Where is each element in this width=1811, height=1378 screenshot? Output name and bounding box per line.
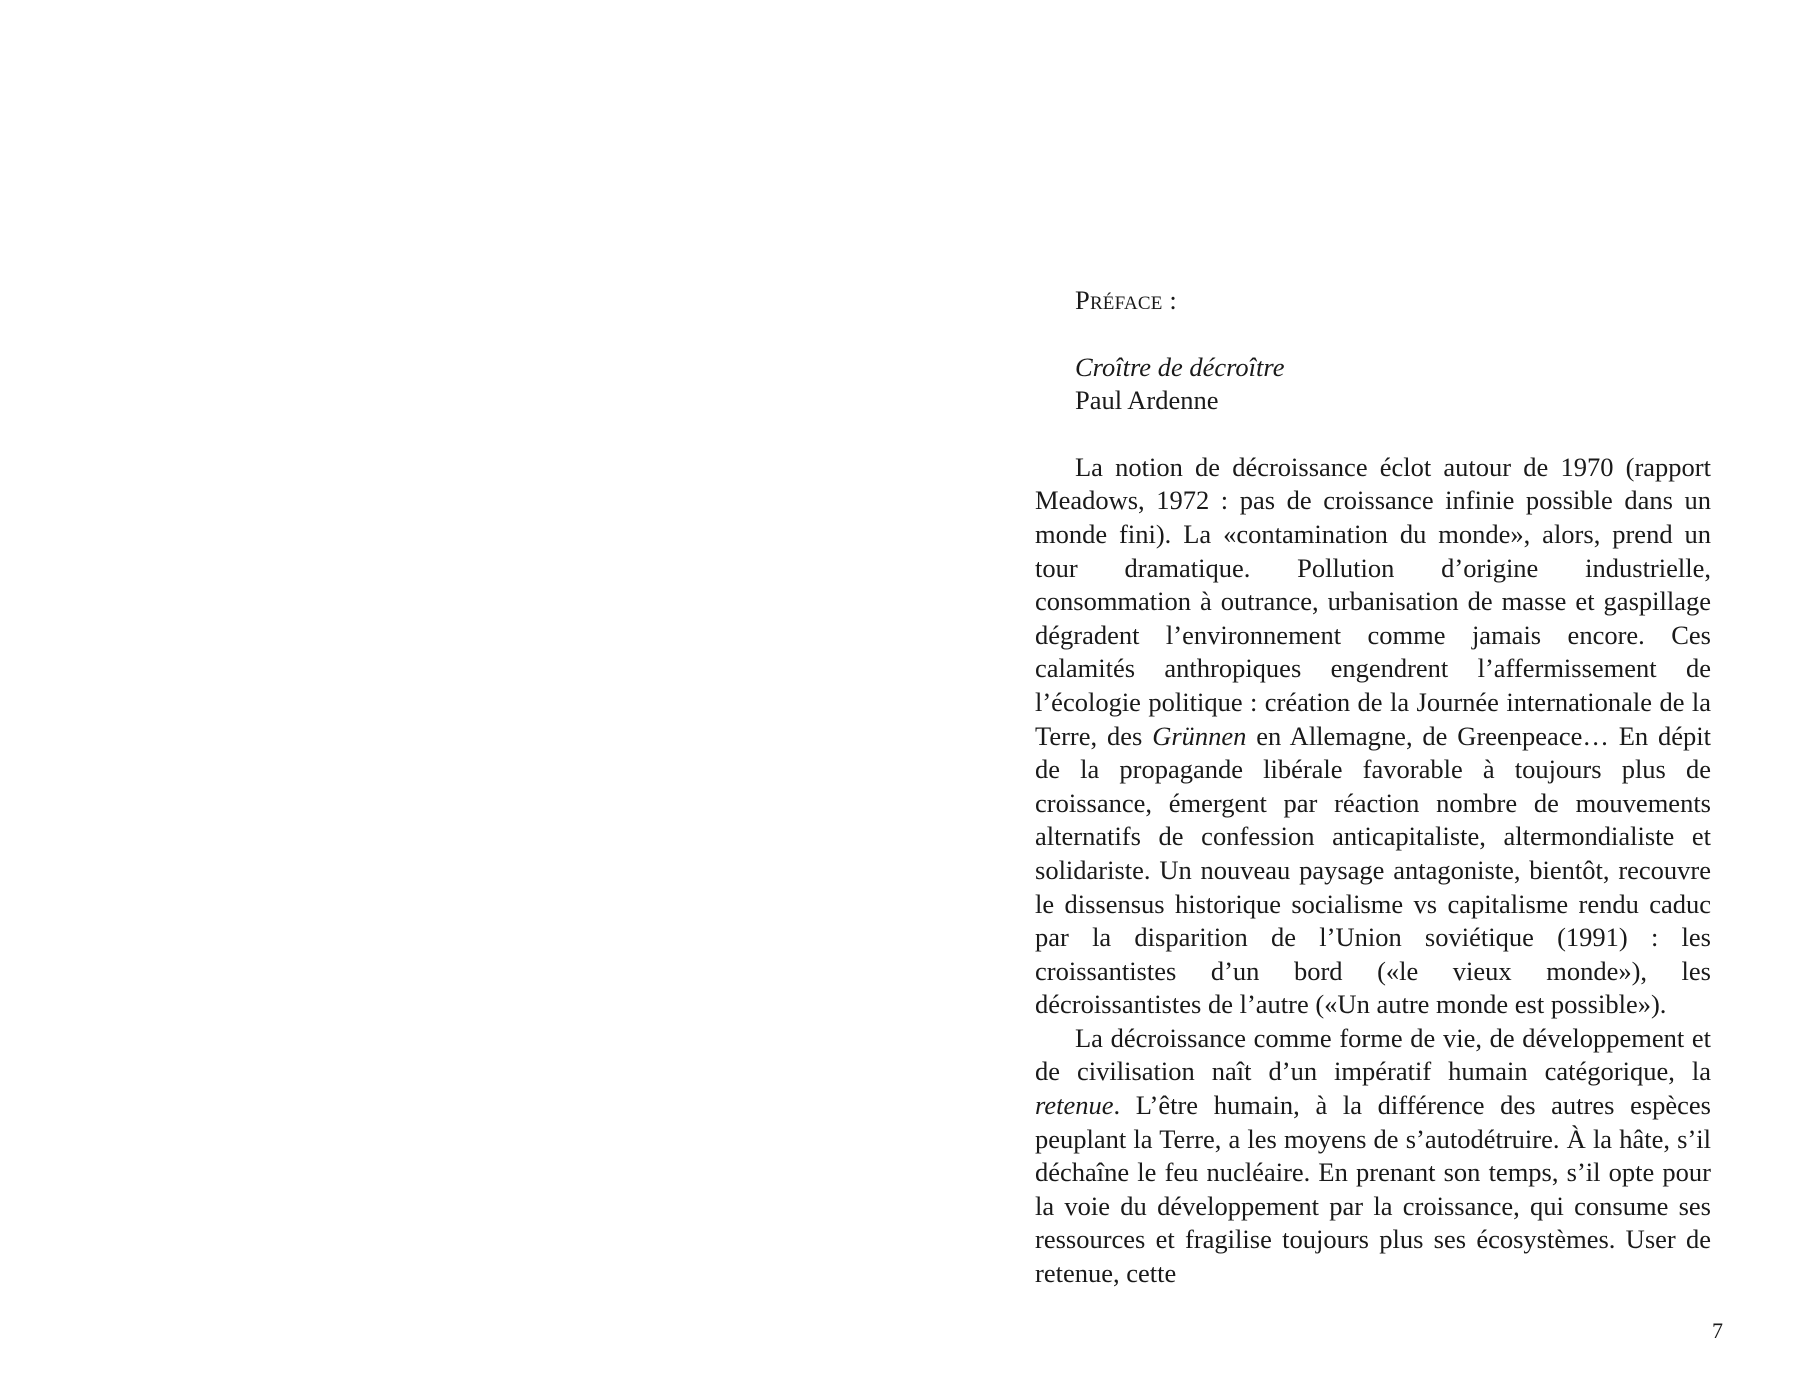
paragraph-1 — [1035, 451, 1711, 1022]
paragraph-2-text-a: La décroissance comme forme de vie, de développement et de civilisation naît d’un impératif humain catégorique, la — [1035, 1022, 1711, 1087]
text-column — [1035, 284, 1711, 1291]
paragraph-1-italic: Grünnen — [1152, 720, 1247, 751]
preface-label: Préface : — [1075, 285, 1177, 315]
paragraph-1-text-b: en Allemagne, de Greenpeace… En dépit de la propagande libérale favorable à toujours plus de croissance, émergent par réaction nombre de mouvements alternatifs de confession anticapitaliste, altermondialiste et solidariste. Un nouveau paysage antagoniste, bientôt, recouvre le dissensus historique socialisme vs capitalisme rendu caduc par la disparition de l’Union soviétique (1991) : les croissantistes d’un bord («le vieux monde»), les décroissantistes de l’autre («Un autre monde est possible»). — [1035, 720, 1711, 1020]
page-number: 7 — [1712, 1318, 1723, 1343]
paragraph-2-text-b: . L’être humain, à la différence des autres espèces peuplant la Terre, a les moyens de s’autodétruire. À la hâte, s’il déchaîne le feu nucléaire. En prenant son temps, s’il opte pour la voie du développement par la croissance, qui consume ses ressources et fragilise toujours plus ses écosystèmes. User de retenue, cette — [1035, 1090, 1711, 1289]
paragraph-2-italic: retenue — [1035, 1090, 1114, 1121]
right-page — [905, 0, 1811, 1378]
paragraph-1-text-a: La notion de décroissance éclot autour de 1970 (rapport Meadows, 1972 : pas de croissance infinie possible dans un monde fini). La «contamination du monde», alors, prend un tour dramatique. Pollution d’origine industrielle, consommation à outrance, urbanisation de masse et gaspillage dégradent l’environnement comme jamais encore. Ces calamités anthropiques engendrent l’affermissement de l’écologie politique : création de la Journée internationale de la Terre, des — [1035, 451, 1711, 751]
preface-author: Paul Ardenne — [1075, 385, 1219, 416]
preface-title: Croître de décroître — [1075, 351, 1285, 382]
left-page-blank — [0, 0, 905, 1378]
paragraph-2 — [1035, 1022, 1711, 1291]
